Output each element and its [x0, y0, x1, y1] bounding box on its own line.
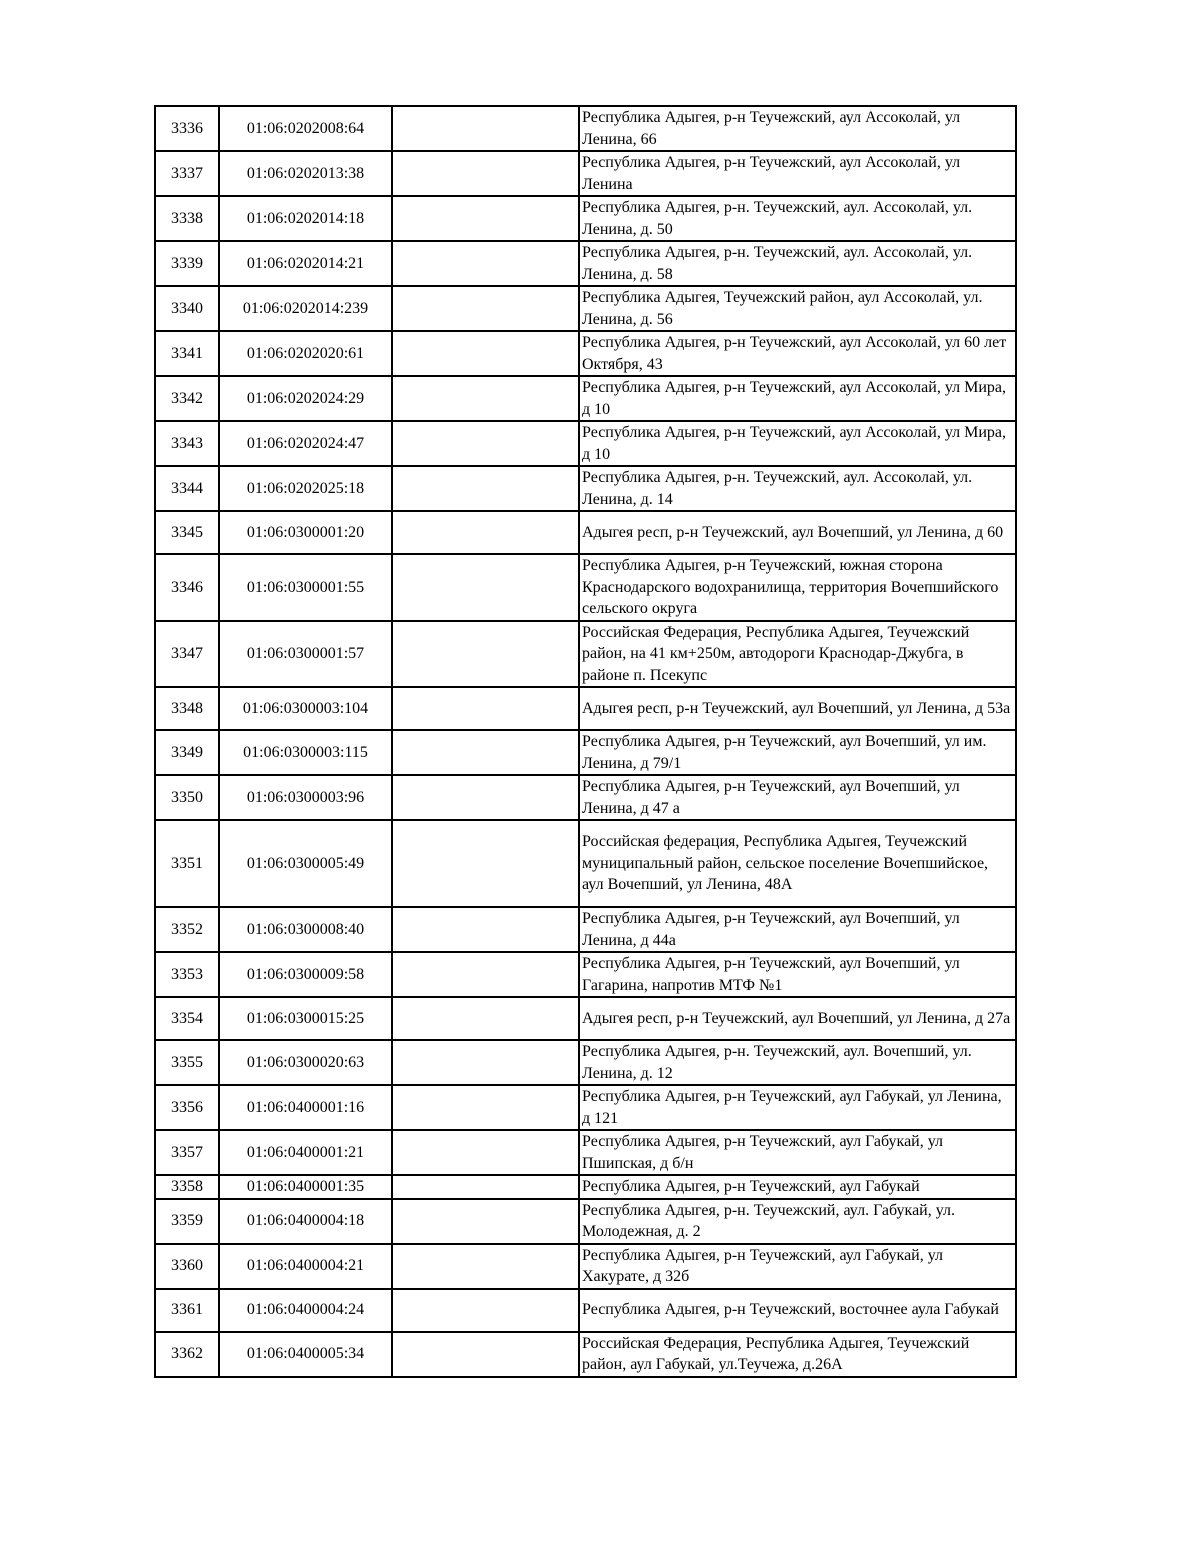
table-row — [155, 151, 1016, 196]
cadastral-number-cell: 01:06:0202014:18 — [219, 196, 392, 241]
row-number-cell: 3344 — [155, 466, 219, 511]
row-number-cell: 3356 — [155, 1085, 219, 1130]
cadastral-number-cell: 01:06:0202024:29 — [219, 376, 392, 421]
table-row — [155, 421, 1016, 466]
row-number-cell: 3348 — [155, 687, 219, 730]
row-number-cell: 3351 — [155, 820, 219, 907]
address-cell: Республика Адыгея, р-н Теучежский, восточнее аула Габукай — [579, 1289, 1016, 1332]
empty-cell — [392, 466, 579, 511]
row-number-cell: 3339 — [155, 241, 219, 286]
empty-cell — [392, 331, 579, 376]
table-row — [155, 907, 1016, 952]
cadastral-number-cell: 01:06:0202020:61 — [219, 331, 392, 376]
address-cell: Республика Адыгея, р-н Теучежский, аул Ассоколай, ул Ленина — [579, 151, 1016, 196]
cadastral-number-cell: 01:06:0400005:34 — [219, 1332, 392, 1377]
empty-cell — [392, 907, 579, 952]
empty-cell — [392, 196, 579, 241]
table-row — [155, 687, 1016, 730]
row-number-cell: 3340 — [155, 286, 219, 331]
address-cell: Республика Адыгея, р-н Теучежский, аул Ассоколай, ул Мира, д 10 — [579, 376, 1016, 421]
cadastral-number-cell: 01:06:0300005:49 — [219, 820, 392, 907]
row-number-cell: 3357 — [155, 1130, 219, 1175]
address-cell: Российская федерация, Республика Адыгея, Теучежский муниципальный район, сельское поселение Вочепшийское, аул Вочепший, ул Ленина, 48А — [579, 820, 1016, 907]
table-row — [155, 621, 1016, 688]
table-row — [155, 730, 1016, 775]
row-number-cell: 3347 — [155, 621, 219, 688]
row-number-cell: 3361 — [155, 1289, 219, 1332]
address-cell: Республика Адыгея, р-н Теучежский, аул Ассоколай, ул 60 лет Октября, 43 — [579, 331, 1016, 376]
row-number-cell: 3349 — [155, 730, 219, 775]
empty-cell — [392, 1199, 579, 1244]
empty-cell — [392, 511, 579, 554]
row-number-cell: 3343 — [155, 421, 219, 466]
address-cell: Российская Федерация, Республика Адыгея, Теучежский район, аул Габукай, ул.Теучежа, д.26А — [579, 1332, 1016, 1377]
row-number-cell: 3350 — [155, 775, 219, 820]
table-row — [155, 1130, 1016, 1175]
address-cell: Республика Адыгея, р-н. Теучежский, аул. Ассоколай, ул. Ленина, д. 50 — [579, 196, 1016, 241]
cadastral-number-cell: 01:06:0300009:58 — [219, 952, 392, 997]
empty-cell — [392, 1175, 579, 1199]
address-cell: Республика Адыгея, р-н Теучежский, аул Габукай, ул Пшипская, д б/н — [579, 1130, 1016, 1175]
address-cell: Республика Адыгея, р-н Теучежский, аул Габукай — [579, 1175, 1016, 1199]
empty-cell — [392, 952, 579, 997]
address-cell: Республика Адыгея, р-н Теучежский, аул Вочепший, ул им. Ленина, д 79/1 — [579, 730, 1016, 775]
table-row — [155, 952, 1016, 997]
table-row — [155, 1199, 1016, 1244]
row-number-cell: 3341 — [155, 331, 219, 376]
address-cell: Адыгея респ, р-н Теучежский, аул Вочепший, ул Ленина, д 53а — [579, 687, 1016, 730]
address-cell: Республика Адыгея, р-н Теучежский, аул Вочепший, ул Ленина, д 44а — [579, 907, 1016, 952]
row-number-cell: 3353 — [155, 952, 219, 997]
empty-cell — [392, 286, 579, 331]
empty-cell — [392, 1085, 579, 1130]
table-row — [155, 286, 1016, 331]
row-number-cell: 3345 — [155, 511, 219, 554]
cadastral-number-cell: 01:06:0202008:64 — [219, 106, 392, 151]
row-number-cell: 3352 — [155, 907, 219, 952]
row-number-cell: 3355 — [155, 1040, 219, 1085]
cadastral-number-cell: 01:06:0300003:96 — [219, 775, 392, 820]
table-row — [155, 196, 1016, 241]
cadastral-number-cell: 01:06:0202014:21 — [219, 241, 392, 286]
empty-cell — [392, 775, 579, 820]
address-cell: Адыгея респ, р-н Теучежский, аул Вочепший, ул Ленина, д 27а — [579, 997, 1016, 1040]
row-number-cell: 3336 — [155, 106, 219, 151]
table-row — [155, 1289, 1016, 1332]
empty-cell — [392, 1289, 579, 1332]
address-cell: Республика Адыгея, р-н Теучежский, южная сторона Краснодарского водохранилища, территория Вочепшийского сельского округа — [579, 554, 1016, 621]
empty-cell — [392, 376, 579, 421]
empty-cell — [392, 554, 579, 621]
address-cell: Республика Адыгея, р-н Теучежский, аул Ассоколай, ул Ленина, 66 — [579, 106, 1016, 151]
table-row — [155, 1040, 1016, 1085]
address-cell: Республика Адыгея, р-н Теучежский, аул Ассоколай, ул Мира, д 10 — [579, 421, 1016, 466]
empty-cell — [392, 997, 579, 1040]
row-number-cell: 3354 — [155, 997, 219, 1040]
empty-cell — [392, 820, 579, 907]
table-row — [155, 554, 1016, 621]
cadastral-number-cell: 01:06:0300015:25 — [219, 997, 392, 1040]
address-cell: Российская Федерация, Республика Адыгея, Теучежский район, на 41 км+250м, автодороги Краснодар-Джубга, в районе п. Псекупс — [579, 621, 1016, 688]
cadastral-number-cell: 01:06:0300001:57 — [219, 621, 392, 688]
empty-cell — [392, 730, 579, 775]
cadastral-number-cell: 01:06:0400001:21 — [219, 1130, 392, 1175]
address-cell: Республика Адыгея, р-н. Теучежский, аул. Ассоколай, ул. Ленина, д. 58 — [579, 241, 1016, 286]
cadastral-number-cell: 01:06:0202014:239 — [219, 286, 392, 331]
address-cell: Республика Адыгея, р-н Теучежский, аул Габукай, ул Ленина, д 121 — [579, 1085, 1016, 1130]
cadastral-number-cell: 01:06:0400004:21 — [219, 1244, 392, 1289]
table-row — [155, 511, 1016, 554]
row-number-cell: 3360 — [155, 1244, 219, 1289]
table-row — [155, 1332, 1016, 1377]
empty-cell — [392, 421, 579, 466]
parcel-registry-table — [154, 105, 1017, 1378]
row-number-cell: 3362 — [155, 1332, 219, 1377]
cadastral-number-cell: 01:06:0400004:18 — [219, 1199, 392, 1244]
table-row — [155, 1085, 1016, 1130]
row-number-cell: 3342 — [155, 376, 219, 421]
empty-cell — [392, 1332, 579, 1377]
table-row — [155, 997, 1016, 1040]
address-cell: Республика Адыгея, р-н. Теучежский, аул. Габукай, ул. Молодежная, д. 2 — [579, 1199, 1016, 1244]
address-cell: Республика Адыгея, р-н Теучежский, аул Габукай, ул Хакурате, д 32б — [579, 1244, 1016, 1289]
empty-cell — [392, 1130, 579, 1175]
empty-cell — [392, 151, 579, 196]
empty-cell — [392, 1040, 579, 1085]
table-row — [155, 1244, 1016, 1289]
cadastral-number-cell: 01:06:0202024:47 — [219, 421, 392, 466]
address-cell: Республика Адыгея, р-н Теучежский, аул Вочепший, ул Гагарина, напротив МТФ №1 — [579, 952, 1016, 997]
cadastral-number-cell: 01:06:0300001:20 — [219, 511, 392, 554]
empty-cell — [392, 621, 579, 688]
empty-cell — [392, 241, 579, 286]
address-cell: Адыгея респ, р-н Теучежский, аул Вочепший, ул Ленина, д 60 — [579, 511, 1016, 554]
cadastral-number-cell: 01:06:0400004:24 — [219, 1289, 392, 1332]
row-number-cell: 3346 — [155, 554, 219, 621]
cadastral-number-cell: 01:06:0202025:18 — [219, 466, 392, 511]
address-cell: Республика Адыгея, р-н. Теучежский, аул. Вочепший, ул. Ленина, д. 12 — [579, 1040, 1016, 1085]
table-row — [155, 820, 1016, 907]
empty-cell — [392, 106, 579, 151]
table-row — [155, 331, 1016, 376]
table-row — [155, 376, 1016, 421]
empty-cell — [392, 1244, 579, 1289]
cadastral-number-cell: 01:06:0400001:35 — [219, 1175, 392, 1199]
table-row — [155, 1175, 1016, 1199]
cadastral-number-cell: 01:06:0400001:16 — [219, 1085, 392, 1130]
row-number-cell: 3337 — [155, 151, 219, 196]
address-cell: Республика Адыгея, Теучежский район, аул Ассоколай, ул. Ленина, д. 56 — [579, 286, 1016, 331]
address-cell: Республика Адыгея, р-н Теучежский, аул Вочепший, ул Ленина, д 47 а — [579, 775, 1016, 820]
cadastral-number-cell: 01:06:0300003:104 — [219, 687, 392, 730]
row-number-cell: 3358 — [155, 1175, 219, 1199]
cadastral-number-cell: 01:06:0300020:63 — [219, 1040, 392, 1085]
cadastral-number-cell: 01:06:0300003:115 — [219, 730, 392, 775]
row-number-cell: 3359 — [155, 1199, 219, 1244]
table-row — [155, 241, 1016, 286]
table-row — [155, 775, 1016, 820]
address-cell: Республика Адыгея, р-н. Теучежский, аул. Ассоколай, ул. Ленина, д. 14 — [579, 466, 1016, 511]
row-number-cell: 3338 — [155, 196, 219, 241]
cadastral-number-cell: 01:06:0300008:40 — [219, 907, 392, 952]
cadastral-number-cell: 01:06:0202013:38 — [219, 151, 392, 196]
cadastral-number-cell: 01:06:0300001:55 — [219, 554, 392, 621]
registry-table-body — [155, 106, 1016, 1377]
table-row — [155, 106, 1016, 151]
empty-cell — [392, 687, 579, 730]
table-row — [155, 466, 1016, 511]
